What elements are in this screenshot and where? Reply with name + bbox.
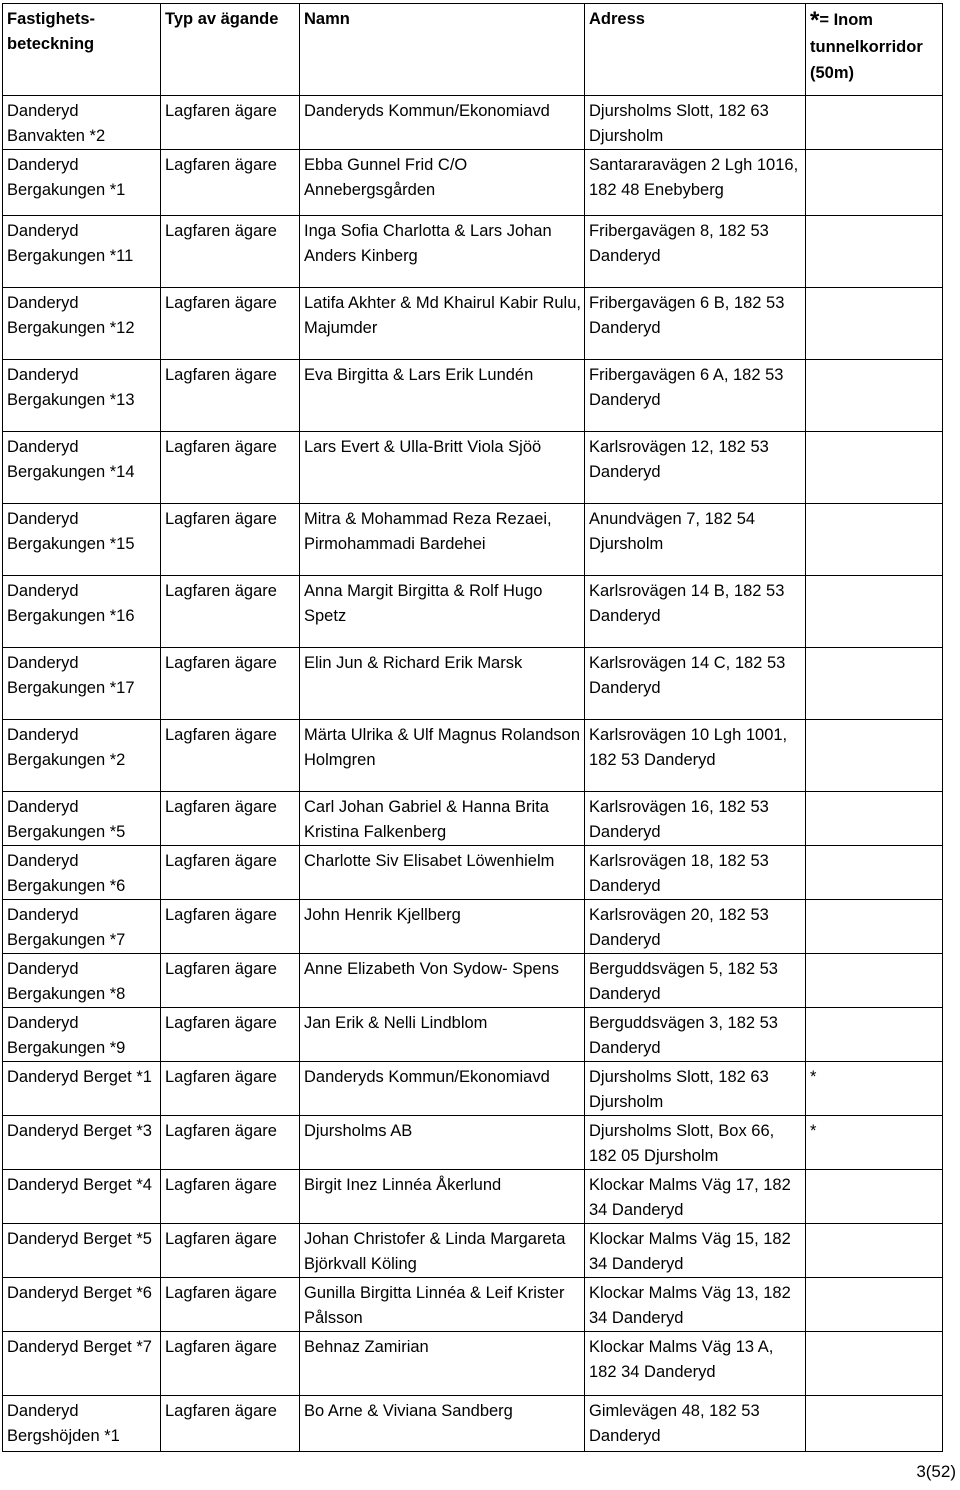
cell-typ-av-agande: Lagfaren ägare <box>161 1062 300 1116</box>
cell-namn: Bo Arne & Viviana Sandberg <box>300 1396 585 1452</box>
cell-tunnel-mark <box>806 648 943 720</box>
cell-adress: Fribergavägen 6 A, 182 53 Danderyd <box>585 360 806 432</box>
table-row <box>3 360 943 432</box>
cell-fastighetsbeteckning: Danderyd Bergakungen *16 <box>3 576 161 648</box>
cell-namn: Carl Johan Gabriel & Hanna Brita Kristina Falkenberg <box>300 792 585 846</box>
table-row <box>3 1116 943 1170</box>
cell-typ-av-agande: Lagfaren ägare <box>161 1396 300 1452</box>
header-namn: Namn <box>300 4 585 96</box>
table-row <box>3 1396 943 1452</box>
property-owner-table <box>2 3 943 1452</box>
table-row <box>3 288 943 360</box>
cell-typ-av-agande: Lagfaren ägare <box>161 96 300 150</box>
cell-adress: Fribergavägen 6 B, 182 53 Danderyd <box>585 288 806 360</box>
cell-typ-av-agande: Lagfaren ägare <box>161 900 300 954</box>
cell-adress: Santararavägen 2 Lgh 1016, 182 48 Enebyberg <box>585 150 806 216</box>
cell-tunnel-mark <box>806 900 943 954</box>
cell-namn: Birgit Inez Linnéa Åkerlund <box>300 1170 585 1224</box>
legend-star-symbol: * <box>810 7 820 34</box>
cell-tunnel-mark <box>806 1396 943 1452</box>
cell-typ-av-agande: Lagfaren ägare <box>161 648 300 720</box>
cell-adress: Berguddsvägen 5, 182 53 Danderyd <box>585 954 806 1008</box>
cell-namn: Danderyds Kommun/Ekonomiavd <box>300 1062 585 1116</box>
cell-adress: Klockar Malms Väg 13, 182 34 Danderyd <box>585 1278 806 1332</box>
cell-typ-av-agande: Lagfaren ägare <box>161 504 300 576</box>
cell-adress: Berguddsvägen 3, 182 53 Danderyd <box>585 1008 806 1062</box>
cell-tunnel-mark <box>806 504 943 576</box>
page-number: 3(52) <box>916 1462 956 1481</box>
cell-typ-av-agande: Lagfaren ägare <box>161 150 300 216</box>
cell-tunnel-mark <box>806 150 943 216</box>
cell-typ-av-agande: Lagfaren ägare <box>161 720 300 792</box>
cell-namn: Anne Elizabeth Von Sydow- Spens <box>300 954 585 1008</box>
cell-tunnel-mark <box>806 216 943 288</box>
cell-fastighetsbeteckning: Danderyd Bergshöjden *1 <box>3 1396 161 1452</box>
cell-tunnel-mark <box>806 288 943 360</box>
cell-fastighetsbeteckning: Danderyd Berget *3 <box>3 1116 161 1170</box>
cell-typ-av-agande: Lagfaren ägare <box>161 1170 300 1224</box>
cell-fastighetsbeteckning: Danderyd Bergakungen *12 <box>3 288 161 360</box>
cell-typ-av-agande: Lagfaren ägare <box>161 954 300 1008</box>
cell-namn: Inga Sofia Charlotta & Lars Johan Anders Kinberg <box>300 216 585 288</box>
cell-adress: Djursholms Slott, 182 63 Djursholm <box>585 96 806 150</box>
cell-namn: Charlotte Siv Elisabet Löwenhielm <box>300 846 585 900</box>
table-row <box>3 1008 943 1062</box>
legend-text: = Inom tunnelkorridor (50m) <box>810 11 923 82</box>
table-row <box>3 1224 943 1278</box>
table-row <box>3 1278 943 1332</box>
cell-tunnel-mark <box>806 576 943 648</box>
cell-adress: Karlsrovägen 20, 182 53 Danderyd <box>585 900 806 954</box>
cell-typ-av-agande: Lagfaren ägare <box>161 360 300 432</box>
cell-namn: Danderyds Kommun/Ekonomiavd <box>300 96 585 150</box>
table-row <box>3 504 943 576</box>
cell-fastighetsbeteckning: Danderyd Bergakungen *15 <box>3 504 161 576</box>
cell-namn: Johan Christofer & Linda Margareta Björkvall Köling <box>300 1224 585 1278</box>
header-typ-av-agande: Typ av ägande <box>161 4 300 96</box>
cell-typ-av-agande: Lagfaren ägare <box>161 216 300 288</box>
cell-tunnel-mark <box>806 1224 943 1278</box>
table-row <box>3 1062 943 1116</box>
table-row <box>3 216 943 288</box>
cell-namn: Behnaz Zamirian <box>300 1332 585 1396</box>
header-row <box>3 4 943 96</box>
cell-adress: Karlsrovägen 12, 182 53 Danderyd <box>585 432 806 504</box>
table-body <box>3 96 943 1452</box>
table-row <box>3 792 943 846</box>
header-adress: Adress <box>585 4 806 96</box>
cell-fastighetsbeteckning: Danderyd Bergakungen *6 <box>3 846 161 900</box>
cell-namn: Gunilla Birgitta Linnéa & Leif Krister Pålsson <box>300 1278 585 1332</box>
table-row <box>3 96 943 150</box>
cell-adress: Karlsrovägen 14 C, 182 53 Danderyd <box>585 648 806 720</box>
cell-typ-av-agande: Lagfaren ägare <box>161 1116 300 1170</box>
table-row <box>3 1170 943 1224</box>
cell-tunnel-mark <box>806 954 943 1008</box>
cell-tunnel-mark <box>806 720 943 792</box>
cell-tunnel-mark <box>806 792 943 846</box>
cell-typ-av-agande: Lagfaren ägare <box>161 432 300 504</box>
cell-adress: Fribergavägen 8, 182 53 Danderyd <box>585 216 806 288</box>
cell-fastighetsbeteckning: Danderyd Bergakungen *14 <box>3 432 161 504</box>
cell-namn: Eva Birgitta & Lars Erik Lundén <box>300 360 585 432</box>
cell-typ-av-agande: Lagfaren ägare <box>161 846 300 900</box>
cell-fastighetsbeteckning: Danderyd Bergakungen *8 <box>3 954 161 1008</box>
cell-fastighetsbeteckning: Danderyd Berget *7 <box>3 1332 161 1396</box>
cell-fastighetsbeteckning: Danderyd Bergakungen *13 <box>3 360 161 432</box>
cell-tunnel-mark <box>806 1332 943 1396</box>
table-row <box>3 954 943 1008</box>
cell-tunnel-mark <box>806 1278 943 1332</box>
cell-adress: Karlsrovägen 16, 182 53 Danderyd <box>585 792 806 846</box>
cell-fastighetsbeteckning: Danderyd Bergakungen *7 <box>3 900 161 954</box>
cell-adress: Klockar Malms Väg 15, 182 34 Danderyd <box>585 1224 806 1278</box>
cell-typ-av-agande: Lagfaren ägare <box>161 1008 300 1062</box>
cell-typ-av-agande: Lagfaren ägare <box>161 792 300 846</box>
cell-fastighetsbeteckning: Danderyd Banvakten *2 <box>3 96 161 150</box>
cell-namn: Jan Erik & Nelli Lindblom <box>300 1008 585 1062</box>
cell-tunnel-mark <box>806 1170 943 1224</box>
cell-tunnel-mark <box>806 96 943 150</box>
cell-adress: Karlsrovägen 14 B, 182 53 Danderyd <box>585 576 806 648</box>
table-row <box>3 576 943 648</box>
cell-namn: John Henrik Kjellberg <box>300 900 585 954</box>
cell-adress: Karlsrovägen 18, 182 53 Danderyd <box>585 846 806 900</box>
cell-namn: Latifa Akhter & Md Khairul Kabir Rulu, Majumder <box>300 288 585 360</box>
cell-namn: Mitra & Mohammad Reza Rezaei, Pirmohammadi Bardehei <box>300 504 585 576</box>
cell-fastighetsbeteckning: Danderyd Bergakungen *5 <box>3 792 161 846</box>
cell-typ-av-agande: Lagfaren ägare <box>161 1278 300 1332</box>
table-row <box>3 432 943 504</box>
cell-adress: Djursholms Slott, Box 66, 182 05 Djursholm <box>585 1116 806 1170</box>
cell-fastighetsbeteckning: Danderyd Berget *1 <box>3 1062 161 1116</box>
cell-fastighetsbeteckning: Danderyd Bergakungen *11 <box>3 216 161 288</box>
cell-fastighetsbeteckning: Danderyd Bergakungen *9 <box>3 1008 161 1062</box>
cell-fastighetsbeteckning: Danderyd Bergakungen *17 <box>3 648 161 720</box>
cell-fastighetsbeteckning: Danderyd Berget *5 <box>3 1224 161 1278</box>
table-row <box>3 846 943 900</box>
cell-tunnel-mark: * <box>806 1116 943 1170</box>
cell-typ-av-agande: Lagfaren ägare <box>161 1332 300 1396</box>
cell-typ-av-agande: Lagfaren ägare <box>161 288 300 360</box>
cell-namn: Elin Jun & Richard Erik Marsk <box>300 648 585 720</box>
table-row <box>3 900 943 954</box>
cell-fastighetsbeteckning: Danderyd Bergakungen *2 <box>3 720 161 792</box>
cell-namn: Märta Ulrika & Ulf Magnus Rolandson Holmgren <box>300 720 585 792</box>
header-fastighetsbeteckning: Fastighets-beteckning <box>3 4 161 96</box>
cell-fastighetsbeteckning: Danderyd Berget *6 <box>3 1278 161 1332</box>
cell-tunnel-mark: * <box>806 1062 943 1116</box>
table-row <box>3 648 943 720</box>
cell-tunnel-mark <box>806 846 943 900</box>
header-tunnel-legend <box>806 4 943 96</box>
cell-adress: Gimlevägen 48, 182 53 Danderyd <box>585 1396 806 1452</box>
cell-adress: Karlsrovägen 10 Lgh 1001, 182 53 Danderyd <box>585 720 806 792</box>
cell-adress: Klockar Malms Väg 17, 182 34 Danderyd <box>585 1170 806 1224</box>
cell-tunnel-mark <box>806 360 943 432</box>
cell-namn: Ebba Gunnel Frid C/O Annebergsgården <box>300 150 585 216</box>
cell-adress: Djursholms Slott, 182 63 Djursholm <box>585 1062 806 1116</box>
cell-adress: Anundvägen 7, 182 54 Djursholm <box>585 504 806 576</box>
cell-tunnel-mark <box>806 432 943 504</box>
cell-namn: Anna Margit Birgitta & Rolf Hugo Spetz <box>300 576 585 648</box>
table-row <box>3 1332 943 1396</box>
cell-namn: Lars Evert & Ulla-Britt Viola Sjöö <box>300 432 585 504</box>
cell-adress: Klockar Malms Väg 13 A, 182 34 Danderyd <box>585 1332 806 1396</box>
cell-typ-av-agande: Lagfaren ägare <box>161 1224 300 1278</box>
table-row <box>3 150 943 216</box>
cell-fastighetsbeteckning: Danderyd Berget *4 <box>3 1170 161 1224</box>
cell-tunnel-mark <box>806 1008 943 1062</box>
table-row <box>3 720 943 792</box>
cell-namn: Djursholms AB <box>300 1116 585 1170</box>
cell-fastighetsbeteckning: Danderyd Bergakungen *1 <box>3 150 161 216</box>
cell-typ-av-agande: Lagfaren ägare <box>161 576 300 648</box>
